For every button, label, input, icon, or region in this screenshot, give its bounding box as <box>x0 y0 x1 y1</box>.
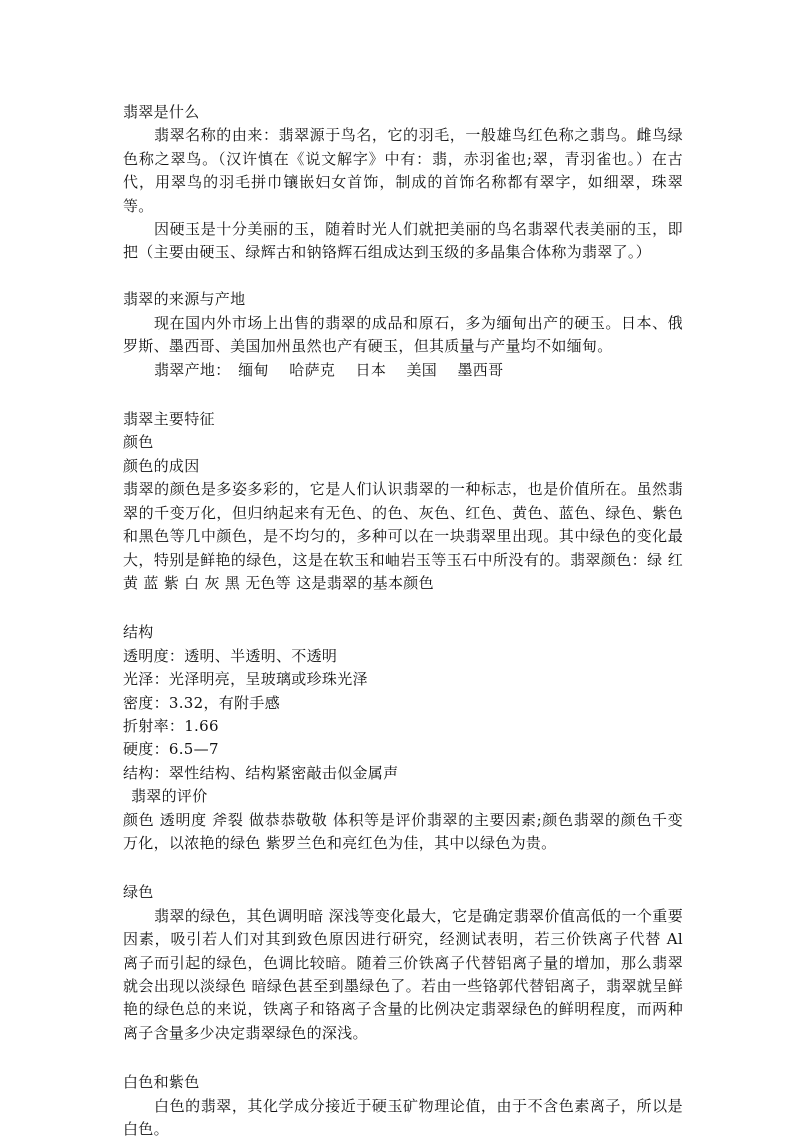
paragraph-white: 白色的翡翠，其化学成分接近于硬玉矿物理论值，由于不含色素离子，所以是白色。 <box>123 1096 683 1139</box>
spacer <box>123 595 683 621</box>
spacer <box>123 1045 683 1071</box>
subheading-evaluation: 翡翠的评价 <box>131 787 208 806</box>
section-title-features: 翡翠主要特征 <box>123 410 215 429</box>
spacer <box>123 855 683 881</box>
property-transparency: 透明度：透明、半透明、不透明 <box>123 646 338 665</box>
paragraph-jade-definition: 因硬玉是十分美丽的玉，随着时光人们就把美丽的鸟名翡翠代表美丽的玉，即把（主要由硬玉、绿辉古和钠铬辉石组成达到玉级的多晶集合体称为翡翠了。） <box>123 220 683 262</box>
property-structure: 结构：翠性结构、结构紧密敲击似金属声 <box>123 763 399 782</box>
subheading-color: 颜色 <box>123 433 154 452</box>
subheading-color-cause: 颜色的成因 <box>123 456 200 475</box>
paragraph-producing-areas: 翡翠产地： 缅甸 哈萨克 日本 美国 墨西哥 <box>154 360 504 379</box>
paragraph-market-origin: 现在国内外市场上出售的翡翠的成品和原石，多为缅甸出产的硬玉。日本、俄罗斯、墨西哥、美国加州虽然也产有硬玉，但其质量与产量均不如缅甸。 <box>123 313 683 356</box>
paragraph-evaluation: 颜色 透明度 斧裂 做恭恭敬敬 体积等是评价翡翠的主要因素;颜色翡翠的颜色千变万化，以浓艳的绿色 紫罗兰色和亮红色为佳，其中以绿色为贵。 <box>123 810 683 852</box>
property-luster: 光泽：光泽明亮，呈玻璃或珍珠光泽 <box>123 670 368 689</box>
paragraph-name-origin: 翡翠名称的由来：翡翠源于鸟名，它的羽毛，一般雄鸟红色称之翡鸟。雌鸟绿色称之翠鸟。（汉许慎在《说文解字》中有：翡，赤羽雀也;翠，青羽雀也。）在古代，用翠鸟的羽毛拼巾镶嵌妇女首饰，制成的首饰名称都有翠字，如细翠，珠翠等。 <box>123 126 683 215</box>
section-title-origin: 翡翠的来源与产地 <box>123 290 246 309</box>
section-title-green: 绿色 <box>123 883 154 902</box>
paragraph-color-cause: 翡翠的颜色是多姿多彩的，它是人们认识翡翠的一种标志，也是价值所在。虽然翡翠的千变万化，但归纳起来有无色、的色、灰色、红色、黄色、蓝色、绿色、紫色和黑色等几中颜色，是不均匀的，多种可以在一块翡翠里出现。其中绿色的变化最大，特别是鲜艳的绿色，这是在软玉和岫岩玉等玉石中所没有的。翡翠颜色：绿 红 黄 蓝 紫 白 灰 黑 无色等 这是翡翠的基本颜色 <box>123 480 683 592</box>
property-refractive-index: 折射率：1.66 <box>123 716 219 735</box>
spacer <box>123 382 683 408</box>
document-page <box>123 101 683 1141</box>
property-hardness: 硬度：6.5—7 <box>123 740 219 759</box>
section-title-structure: 结构 <box>123 623 154 642</box>
section-title-white-purple: 白色和紫色 <box>123 1073 200 1092</box>
paragraph-green: 翡翠的绿色，其色调明暗 深浅等变化最大，它是确定翡翠价值高低的一个重要因素，吸引若人们对其到致色原因进行研究，经测试表明，若三价铁离子代替 Al 离子而引起的绿色，色调比较暗。随着三价铁离子代替铝离子量的增加，那么翡翠就会出现以淡绿色 暗绿色甚至到墨绿色了。若由一些铬郭代替铝离子，翡翠就呈鲜艳的绿色总的来说，铁离子和铬离子含量的比例决定翡翠绿色的鲜明程度，而两种离子含量多少决定翡翠绿色的深浅。 <box>123 906 683 1042</box>
spacer <box>123 265 683 289</box>
property-density: 密度：3.32，有附手感 <box>123 693 280 712</box>
section-title-what: 翡翠是什么 <box>123 103 200 121</box>
